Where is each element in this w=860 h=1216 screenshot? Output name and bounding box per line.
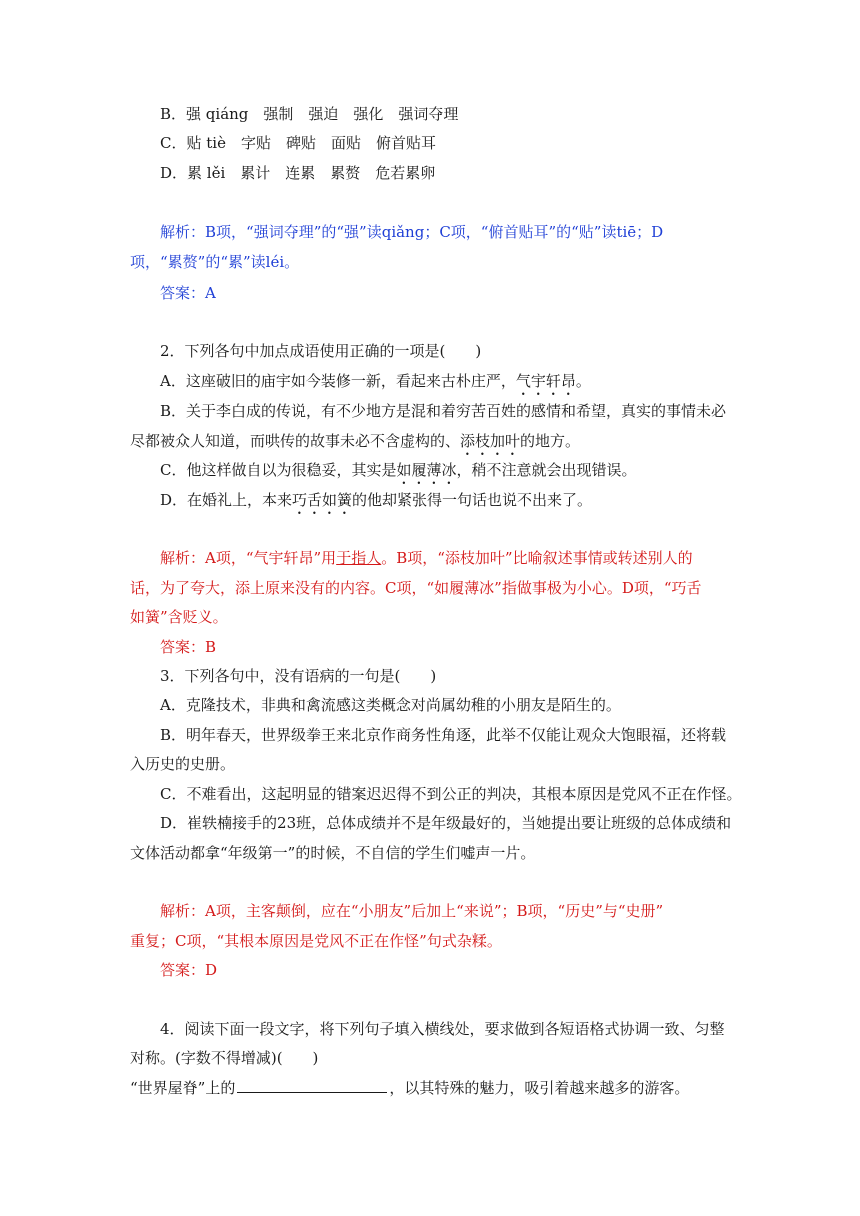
q2-d-post: 的他却紧张得一句话也说不出来了。 — [352, 491, 593, 509]
q2-option-d — [0, 490, 860, 518]
answer-blank[interactable] — [237, 1078, 387, 1093]
q3-option-b-line1: B．明年春天，世界级拳王来北京作商务性角逐，此举不仅能让观众大饱眼福，还将载 — [160, 726, 727, 744]
q1-option-c: C．贴 tiè 字贴 碑贴 面贴 俯首贴耳 — [160, 134, 436, 152]
q2-d-idiom: 巧舌如簧 — [292, 491, 353, 509]
q2-a-idiom: 气宇轩昂 — [515, 372, 576, 390]
q3-analysis-line2: 重复；C项，“其根本原因是党风不正在作怪”句式杂糅。 — [130, 932, 502, 950]
analysis-label: 解析： — [160, 902, 206, 920]
q2-option-b-line1: B．关于李白成的传说，有不少地方是混和着穷苦百姓的感情和希望，真实的事情未必 — [160, 402, 727, 420]
q3-option-b-line2: 入历史的史册。 — [130, 755, 236, 773]
q4-stem-line1: 4．阅读下面一段文字，将下列句子填入横线处，要求做到各短语格式协调一致、匀整 — [160, 1020, 725, 1038]
analysis-text-post: 。B项，“添枝加叶”比喻叙述事情或转述别人的 — [381, 549, 693, 567]
q4-passage — [0, 1078, 860, 1098]
q2-option-a — [0, 371, 860, 399]
analysis-text: A项，主客颠倒，应在“小朋友”后加上“来说”；B项，“历史”与“史册” — [205, 902, 664, 920]
q4-passage-post: ，以其特殊的魅力，吸引着越来越多的游客。 — [389, 1079, 690, 1097]
q3-stem: 3．下列各句中，没有语病的一句是( ) — [160, 667, 437, 685]
q1-option-b: B．强 qiáng 强制 强迫 强化 强词夺理 — [160, 105, 459, 123]
q2-option-b-line2 — [0, 431, 860, 459]
analysis-label: 解析： — [160, 223, 206, 241]
q2-a-text: A．这座破旧的庙宇如今装修一新，看起来古朴庄严， — [160, 372, 516, 390]
q4-passage-pre: “世界屋脊”上的 — [130, 1079, 236, 1097]
q2-c-post: ，稍不注意就会出现错误。 — [456, 461, 637, 479]
q2-stem: 2．下列各句中加点成语使用正确的一项是( ) — [160, 342, 482, 360]
q3-option-a: A．克隆技术，非典和禽流感这类概念对尚属幼稚的小朋友是陌生的。 — [160, 696, 621, 714]
q3-option-c: C．不难看出，这起明显的错案迟迟得不到公正的判决，其根本原因是党风不正在作怪。 — [160, 785, 742, 803]
q1-analysis-line1 — [0, 222, 860, 242]
q2-analysis-line2: 话，为了夸大，添上原来没有的内容。C项，“如履薄冰”指做事极为小心。D项，“巧舌 — [130, 579, 702, 597]
q2-a-post: 。 — [575, 372, 591, 390]
q2-analysis-line1 — [0, 548, 860, 568]
q1-option-d: D．累 lěi 累计 连累 累赘 危若累卵 — [160, 164, 436, 182]
q3-analysis-line1 — [0, 901, 860, 921]
q4-stem-line2: 对称。(字数不得增减)( ) — [130, 1049, 319, 1067]
q2-b-text: 尽都被众人知道，而哄传的故事未必不含虚构的、 — [130, 432, 461, 450]
q3-option-d-line2: 文体活动都拿“年级第一”的时候，不自信的学生们嘘声一片。 — [130, 844, 536, 862]
analysis-text: B项，“强词夺理”的“强”读qiǎng；C项，“俯首贴耳”的“贴”读tiē；D — [205, 223, 664, 241]
analysis-underlined: 于指人 — [336, 549, 382, 567]
q2-b-post: 的地方。 — [520, 432, 581, 450]
q2-c-text: C．他这样做自以为很稳妥，其实是 — [160, 461, 397, 479]
q2-d-text: D．在婚礼上，本来 — [160, 491, 293, 509]
q2-c-idiom: 如履薄冰 — [396, 461, 457, 479]
q1-analysis-line2: 项，“累赘”的“累”读léi。 — [130, 253, 300, 271]
q2-option-c — [0, 460, 860, 488]
q2-b-idiom: 添枝加叶 — [460, 432, 521, 450]
q2-answer: 答案：B — [160, 638, 217, 656]
q3-answer: 答案：D — [160, 961, 218, 979]
q1-answer: 答案：A — [160, 284, 216, 302]
analysis-text: A项，“气宇轩昂”用 — [205, 549, 337, 567]
q3-option-d-line1: D．崔轶楠接手的23班，总体成绩并不是年级最好的，当她提出要让班级的总体成绩和 — [160, 814, 732, 832]
analysis-label: 解析： — [160, 549, 206, 567]
q2-analysis-line3: 如簧”含贬义。 — [130, 608, 228, 626]
